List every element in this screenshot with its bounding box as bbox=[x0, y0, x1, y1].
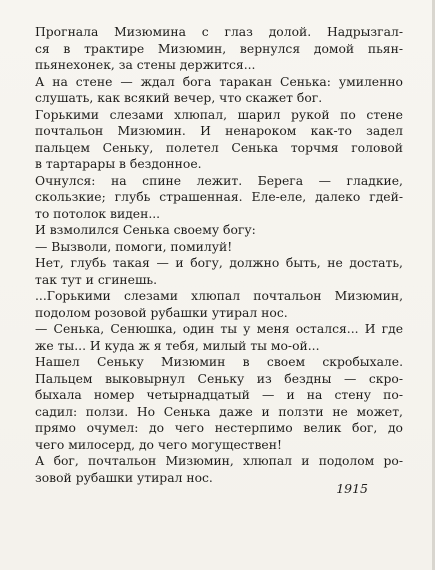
text-line: то потолок виден... bbox=[35, 206, 161, 221]
text-line: так тут и сгинешь. bbox=[35, 272, 158, 287]
text-line: пьянехонек, за стены держится... bbox=[35, 58, 256, 73]
text-line: почтальон Мизюмин. И ненароком как-то задел bbox=[35, 124, 403, 139]
text-line: в тартарары в бездонное. bbox=[35, 157, 202, 172]
text-line: А бог, почтальон Мизюмин, хлюпал и подолом ро- bbox=[35, 454, 403, 469]
text-line: прямо очумел: до чего нестерпимо велик бог, до bbox=[35, 421, 403, 436]
text-line: слушать, как всякий вечер, что скажет бог. bbox=[35, 91, 323, 106]
text-line: чего милосерд, до чего могуществен! bbox=[35, 437, 282, 452]
date-signature: 1915 bbox=[336, 481, 368, 496]
text-line: зовой рубашки утирал нос. bbox=[35, 470, 213, 485]
text-line: пальцем Сеньку, полетел Сенька торчмя головой bbox=[35, 140, 403, 155]
text-line: скользкие; глубь страшенная. Еле-еле, далеко гдей- bbox=[35, 190, 403, 205]
text-line: А на стене — ждал бога таракан Сенька: умиленно bbox=[35, 74, 403, 89]
text-line: Горькими слезами хлюпал, шарил рукой по стене bbox=[35, 107, 403, 122]
body-text bbox=[35, 24, 403, 486]
text-line: — Сенька, Сенюшка, один ты у меня остался... И где bbox=[35, 322, 403, 337]
text-line: — Вызволи, помоги, помилуй! bbox=[35, 239, 233, 254]
text-line: же ты... И куда ж я тебя, милый ты мо-ой... bbox=[35, 338, 320, 353]
text-line: ся в трактире Мизюмин, вернулся домой пьян- bbox=[35, 41, 403, 56]
text-line: Очнулся: на спине лежит. Берега — гладкие, bbox=[35, 173, 403, 188]
text-line: садил: ползи. Но Сенька даже и ползти не может, bbox=[35, 404, 403, 419]
text-line: подолом розовой рубашки утирал нос. bbox=[35, 305, 288, 320]
text-line: Прогнала Мизюмина с глаз долой. Надрызгал- bbox=[35, 25, 403, 39]
text-line: И взмолился Сенька своему богу: bbox=[35, 223, 256, 238]
text-line: ...Горькими слезами хлюпал почтальон Мизюмин, bbox=[35, 289, 403, 304]
text-line: Пальцем выковырнул Сеньку из бездны — скро- bbox=[35, 371, 403, 386]
text-line: быхала номер четырнадцатый — и на стену по- bbox=[35, 388, 403, 403]
text-line: Нет, глубь такая — и богу, должно быть, не достать, bbox=[35, 256, 403, 271]
text-line: Нашел Сеньку Мизюмин в своем скробыхале. bbox=[35, 355, 403, 370]
